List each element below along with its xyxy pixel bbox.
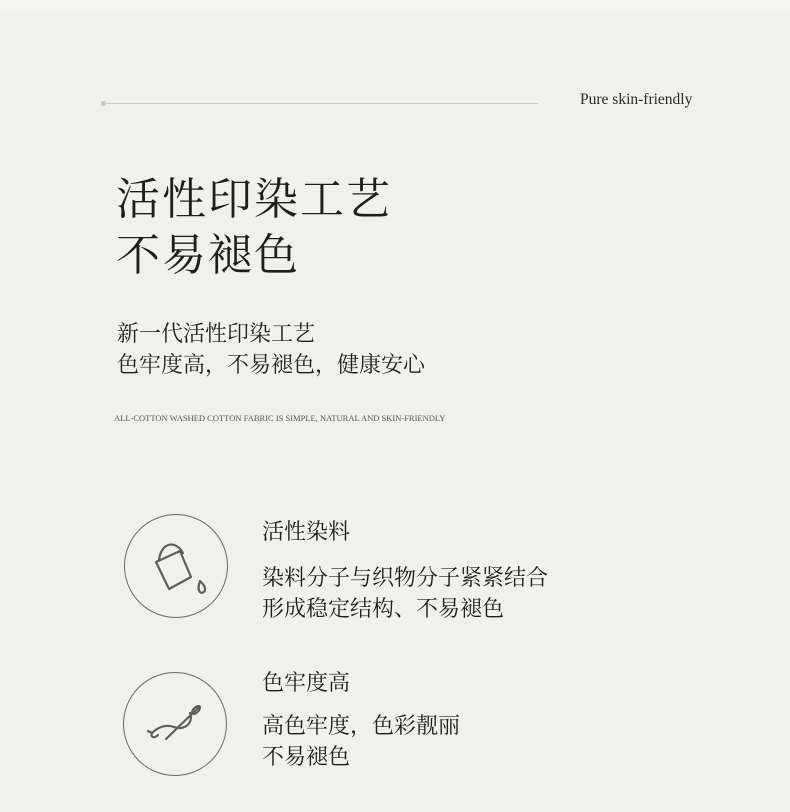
divider-line xyxy=(106,103,538,104)
feature-body-line-1: 高色牢度，色彩靓丽 xyxy=(262,714,461,739)
feature-body-line-2: 不易褪色 xyxy=(262,745,351,770)
feature-block-2 xyxy=(262,670,460,773)
feature-body-line-1: 染料分子与织物分子紧紧结合 xyxy=(262,566,549,591)
feature-body xyxy=(262,711,460,773)
subhead-line-1: 新一代活性印染工艺 xyxy=(117,322,316,347)
needle-thread-icon xyxy=(124,673,228,777)
feature-title: 活性染料 xyxy=(262,520,351,545)
top-band xyxy=(0,0,790,14)
feature-icon-circle xyxy=(123,672,227,776)
feature-block-1 xyxy=(262,519,548,625)
headline xyxy=(116,172,392,284)
feature-title: 色牢度高 xyxy=(262,671,351,696)
headline-line-1: 活性印染工艺 xyxy=(116,174,392,225)
caption: ALL-COTTON WASHED COTTON FABRIC IS SIMPLE, NATURAL AND SKIN-FRIENDLY xyxy=(114,413,446,423)
feature-body-line-2: 形成稳定结构、不易褪色 xyxy=(262,597,505,622)
feature-body xyxy=(262,563,548,625)
subhead xyxy=(117,319,425,381)
headline-line-2: 不易褪色 xyxy=(116,230,300,281)
subhead-line-2: 色牢度高，不易褪色，健康安心 xyxy=(117,353,426,378)
dye-bucket-icon xyxy=(125,515,229,619)
feature-icon-circle xyxy=(124,514,228,618)
tagline: Pure skin-friendly xyxy=(580,91,693,108)
